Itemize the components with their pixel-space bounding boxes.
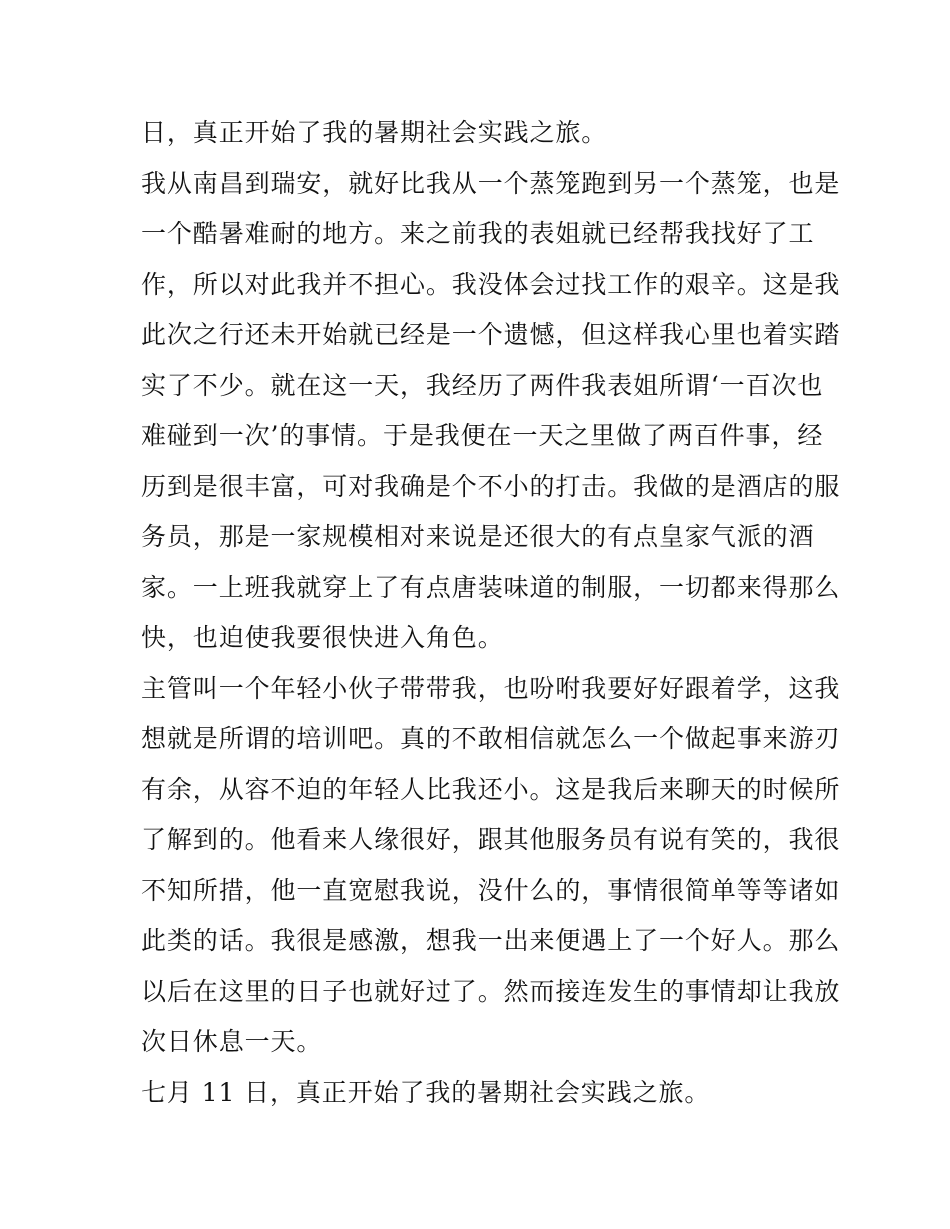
body-text [141, 108, 841, 1118]
text-line: 作，所以对此我并不担心。我没体会过找工作的艰辛。这是我 [141, 269, 841, 299]
text-line: 家。一上班我就穿上了有点唐装味道的制服，一切都来得那么 [141, 572, 841, 602]
text-line: 一个酷暑难耐的地方。来之前我的表姐就已经帮我找好了工 [141, 219, 815, 248]
text-line: 有余，从容不迫的年轻人比我还小。这是我后来聊天的时候所 [141, 774, 841, 804]
text-line: 快，也迫使我要很快进入角色。 [141, 623, 504, 652]
text-line: 实了不少。就在这一天，我经历了两件我表姐所谓‘一百次也 [141, 370, 824, 400]
text-line: 此次之行还未开始就已经是一个遗憾，但这样我心里也着实踏 [141, 320, 841, 349]
text-line: 务员，那是一家规模相对来说是还很大的有点皇家气派的酒 [141, 522, 815, 551]
text-line: 日，真正开始了我的暑期社会实践之旅。 [141, 118, 608, 147]
text-line: 次日休息一天。 [141, 1027, 323, 1056]
text-line: 七月 11 日，真正开始了我的暑期社会实践之旅。 [141, 1077, 711, 1107]
text-line: 主管叫一个年轻小伙子带带我，也吩咐我要好好跟着学，这我 [141, 673, 841, 703]
text-line: 想就是所谓的培训吧。真的不敢相信就怎么一个做起事来游刃 [141, 724, 841, 753]
text-line: 不知所措，他一直宽慰我说，没什么的，事情很简单等等诸如 [141, 875, 841, 905]
text-line: 了解到的。他看来人缘很好，跟其他服务员有说有笑的，我很 [141, 825, 841, 854]
text-line: 难碰到一次’的事情。于是我便在一天之里做了两百件事，经 [141, 421, 824, 450]
text-line: 此类的话。我很是感激，想我一出来便遇上了一个好人。那么 [141, 926, 841, 955]
text-line: 我从南昌到瑞安，就好比我从一个蒸笼跑到另一个蒸笼，也是 [141, 168, 841, 198]
text-line: 以后在这里的日子也就好过了。然而接连发生的事情却让我放 [141, 976, 841, 1006]
text-line: 历到是很丰富，可对我确是个不小的打击。我做的是酒店的服 [141, 471, 841, 501]
